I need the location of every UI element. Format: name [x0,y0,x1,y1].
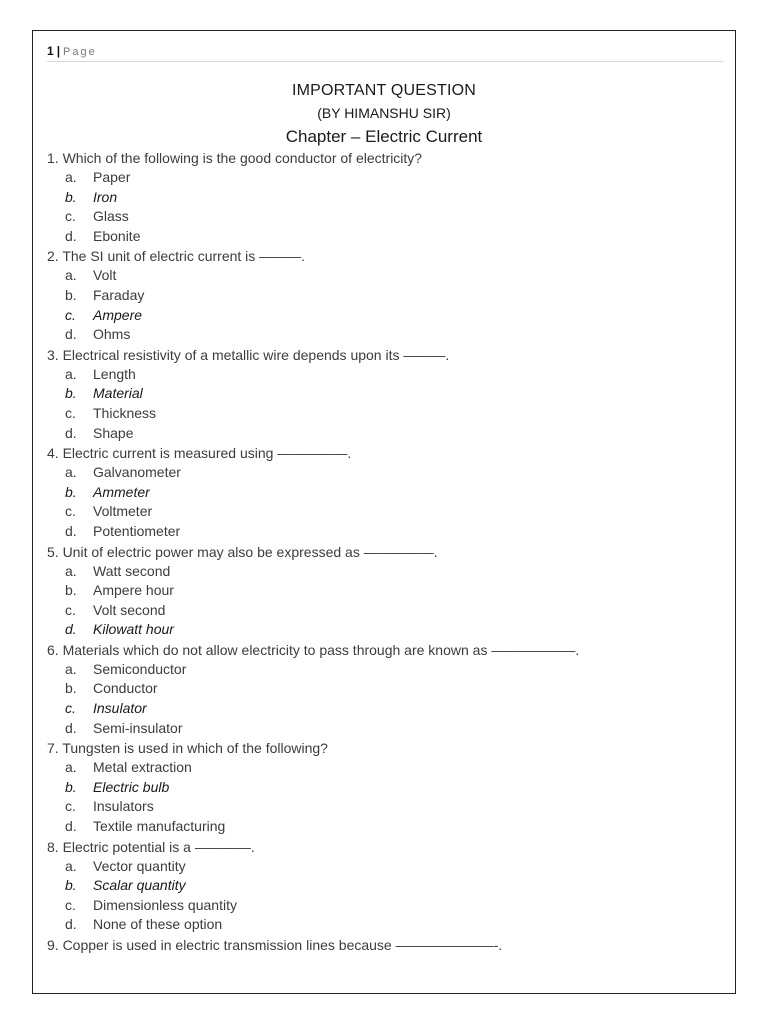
option-text: Length [93,365,136,382]
question-text: 2. The SI unit of electric current is ———. [47,248,306,265]
option-letter: a. [65,365,77,382]
option-letter: b. [65,778,77,795]
question-text: 6. Materials which do not allow electricity to pass through are known as ——————. [47,641,580,658]
answer-option-correct [47,778,727,798]
option-letter: c. [65,208,76,225]
document-title: IMPORTANT QUESTION [291,82,477,99]
option-text: Insulators [93,798,154,815]
page-number: 1 [47,44,54,58]
answer-option-correct [47,483,727,503]
option-letter: d. [65,621,77,638]
answer-option [47,207,727,227]
question-text: 4. Electric current is measured using —————. [47,445,352,462]
option-letter: d. [65,818,77,835]
option-letter: c. [65,503,76,520]
option-letter: a. [65,562,77,579]
option-text: Volt second [93,601,166,618]
answer-option [47,896,727,916]
option-text: Galvanometer [93,464,181,481]
option-letter: c. [65,896,76,913]
answer-option [47,581,727,601]
option-letter: a. [65,464,77,481]
question-text: 1. Which of the following is the good conductor of electricity? [47,150,423,166]
option-text: Shape [93,424,134,441]
answer-option-correct [47,620,727,640]
answer-option [47,227,727,247]
question-text: 5. Unit of electric power may also be expressed as —————. [47,543,438,560]
option-letter: b. [65,877,77,894]
answer-option [47,797,727,817]
page-label: Page [63,46,97,58]
option-letter: a. [65,759,77,776]
page-separator: | [56,44,61,58]
option-text: Kilowatt hour [93,621,174,638]
option-text: Volt [93,267,117,284]
option-text: Vector quantity [93,857,186,874]
option-text: Thickness [93,404,157,421]
option-text: Scalar quantity [93,877,186,894]
option-text: Material [93,385,143,402]
answer-option [47,915,727,935]
option-text: Faraday [93,286,145,303]
option-letter: c. [65,798,76,815]
page-header [47,43,723,62]
option-text: Ampere hour [93,582,174,599]
option-text: Conductor [93,680,158,697]
answer-option [47,562,727,582]
answer-option [47,679,727,699]
option-letter: c. [65,700,76,717]
option-letter: a. [65,660,77,677]
question-text: 8. Electric potential is a ————. [47,838,255,855]
answer-option [47,601,727,621]
option-text: Ohms [93,326,131,343]
option-text: Ampere [93,306,143,323]
option-letter: b. [65,385,77,402]
option-letter: a. [65,857,77,874]
option-text: Ammeter [93,483,150,500]
document-page [32,30,736,994]
answer-option [47,719,727,739]
chapter-heading: Chapter – Electric Current [285,127,483,146]
answer-option [47,424,727,444]
answer-option [47,660,727,680]
option-text: Electric bulb [93,778,170,795]
option-letter: d. [65,719,77,736]
answer-option [47,325,727,345]
option-text: Voltmeter [93,503,153,520]
option-text: Ebonite [93,227,141,244]
option-letter: c. [65,404,76,421]
option-letter: d. [65,424,77,441]
answer-option [47,857,727,877]
option-text: Metal extraction [93,759,192,776]
option-letter: c. [65,306,76,323]
option-letter: d. [65,916,77,933]
answer-option [47,502,727,522]
option-letter: d. [65,522,77,539]
answer-option-correct [47,306,727,326]
answer-option [47,758,727,778]
answer-option [47,266,727,286]
answer-option-correct [47,699,727,719]
option-letter: b. [65,483,77,500]
document-author: (BY HIMANSHU SIR) [317,105,451,121]
question-text: 9. Copper is used in electric transmission lines because ———————-. [47,937,503,953]
option-text: Watt second [93,562,171,579]
option-text: Dimensionless quantity [93,896,237,913]
option-letter: a. [65,267,77,284]
option-letter: b. [65,680,77,697]
title-block [33,79,735,150]
answer-option [47,404,727,424]
answer-option [47,817,727,837]
option-text: Glass [93,208,129,225]
option-text: Semiconductor [93,660,187,677]
option-letter: b. [65,286,77,303]
option-letter: a. [65,169,77,185]
option-text: None of these option [93,916,223,933]
answer-option [47,365,727,385]
option-letter: d. [65,326,77,343]
question-text: 3. Electrical resistivity of a metallic wire depends upon its ———. [47,346,450,363]
option-text: Textile manufacturing [93,818,226,835]
answer-option-correct [47,876,727,896]
answer-option [47,286,727,306]
option-text: Paper [93,169,131,185]
answer-option-correct [47,188,727,208]
option-letter: b. [65,582,77,599]
option-text: Iron [93,188,118,205]
answer-option [47,168,727,188]
option-letter: c. [65,601,76,618]
answer-option-correct [47,384,727,404]
option-text: Potentiometer [93,522,181,539]
option-letter: b. [65,188,77,205]
answer-option [47,463,727,483]
question-list [47,148,727,955]
question-text: 7. Tungsten is used in which of the following? [47,740,328,757]
option-letter: d. [65,227,77,244]
option-text: Semi-insulator [93,719,183,736]
answer-option [47,522,727,542]
option-text: Insulator [93,700,147,717]
